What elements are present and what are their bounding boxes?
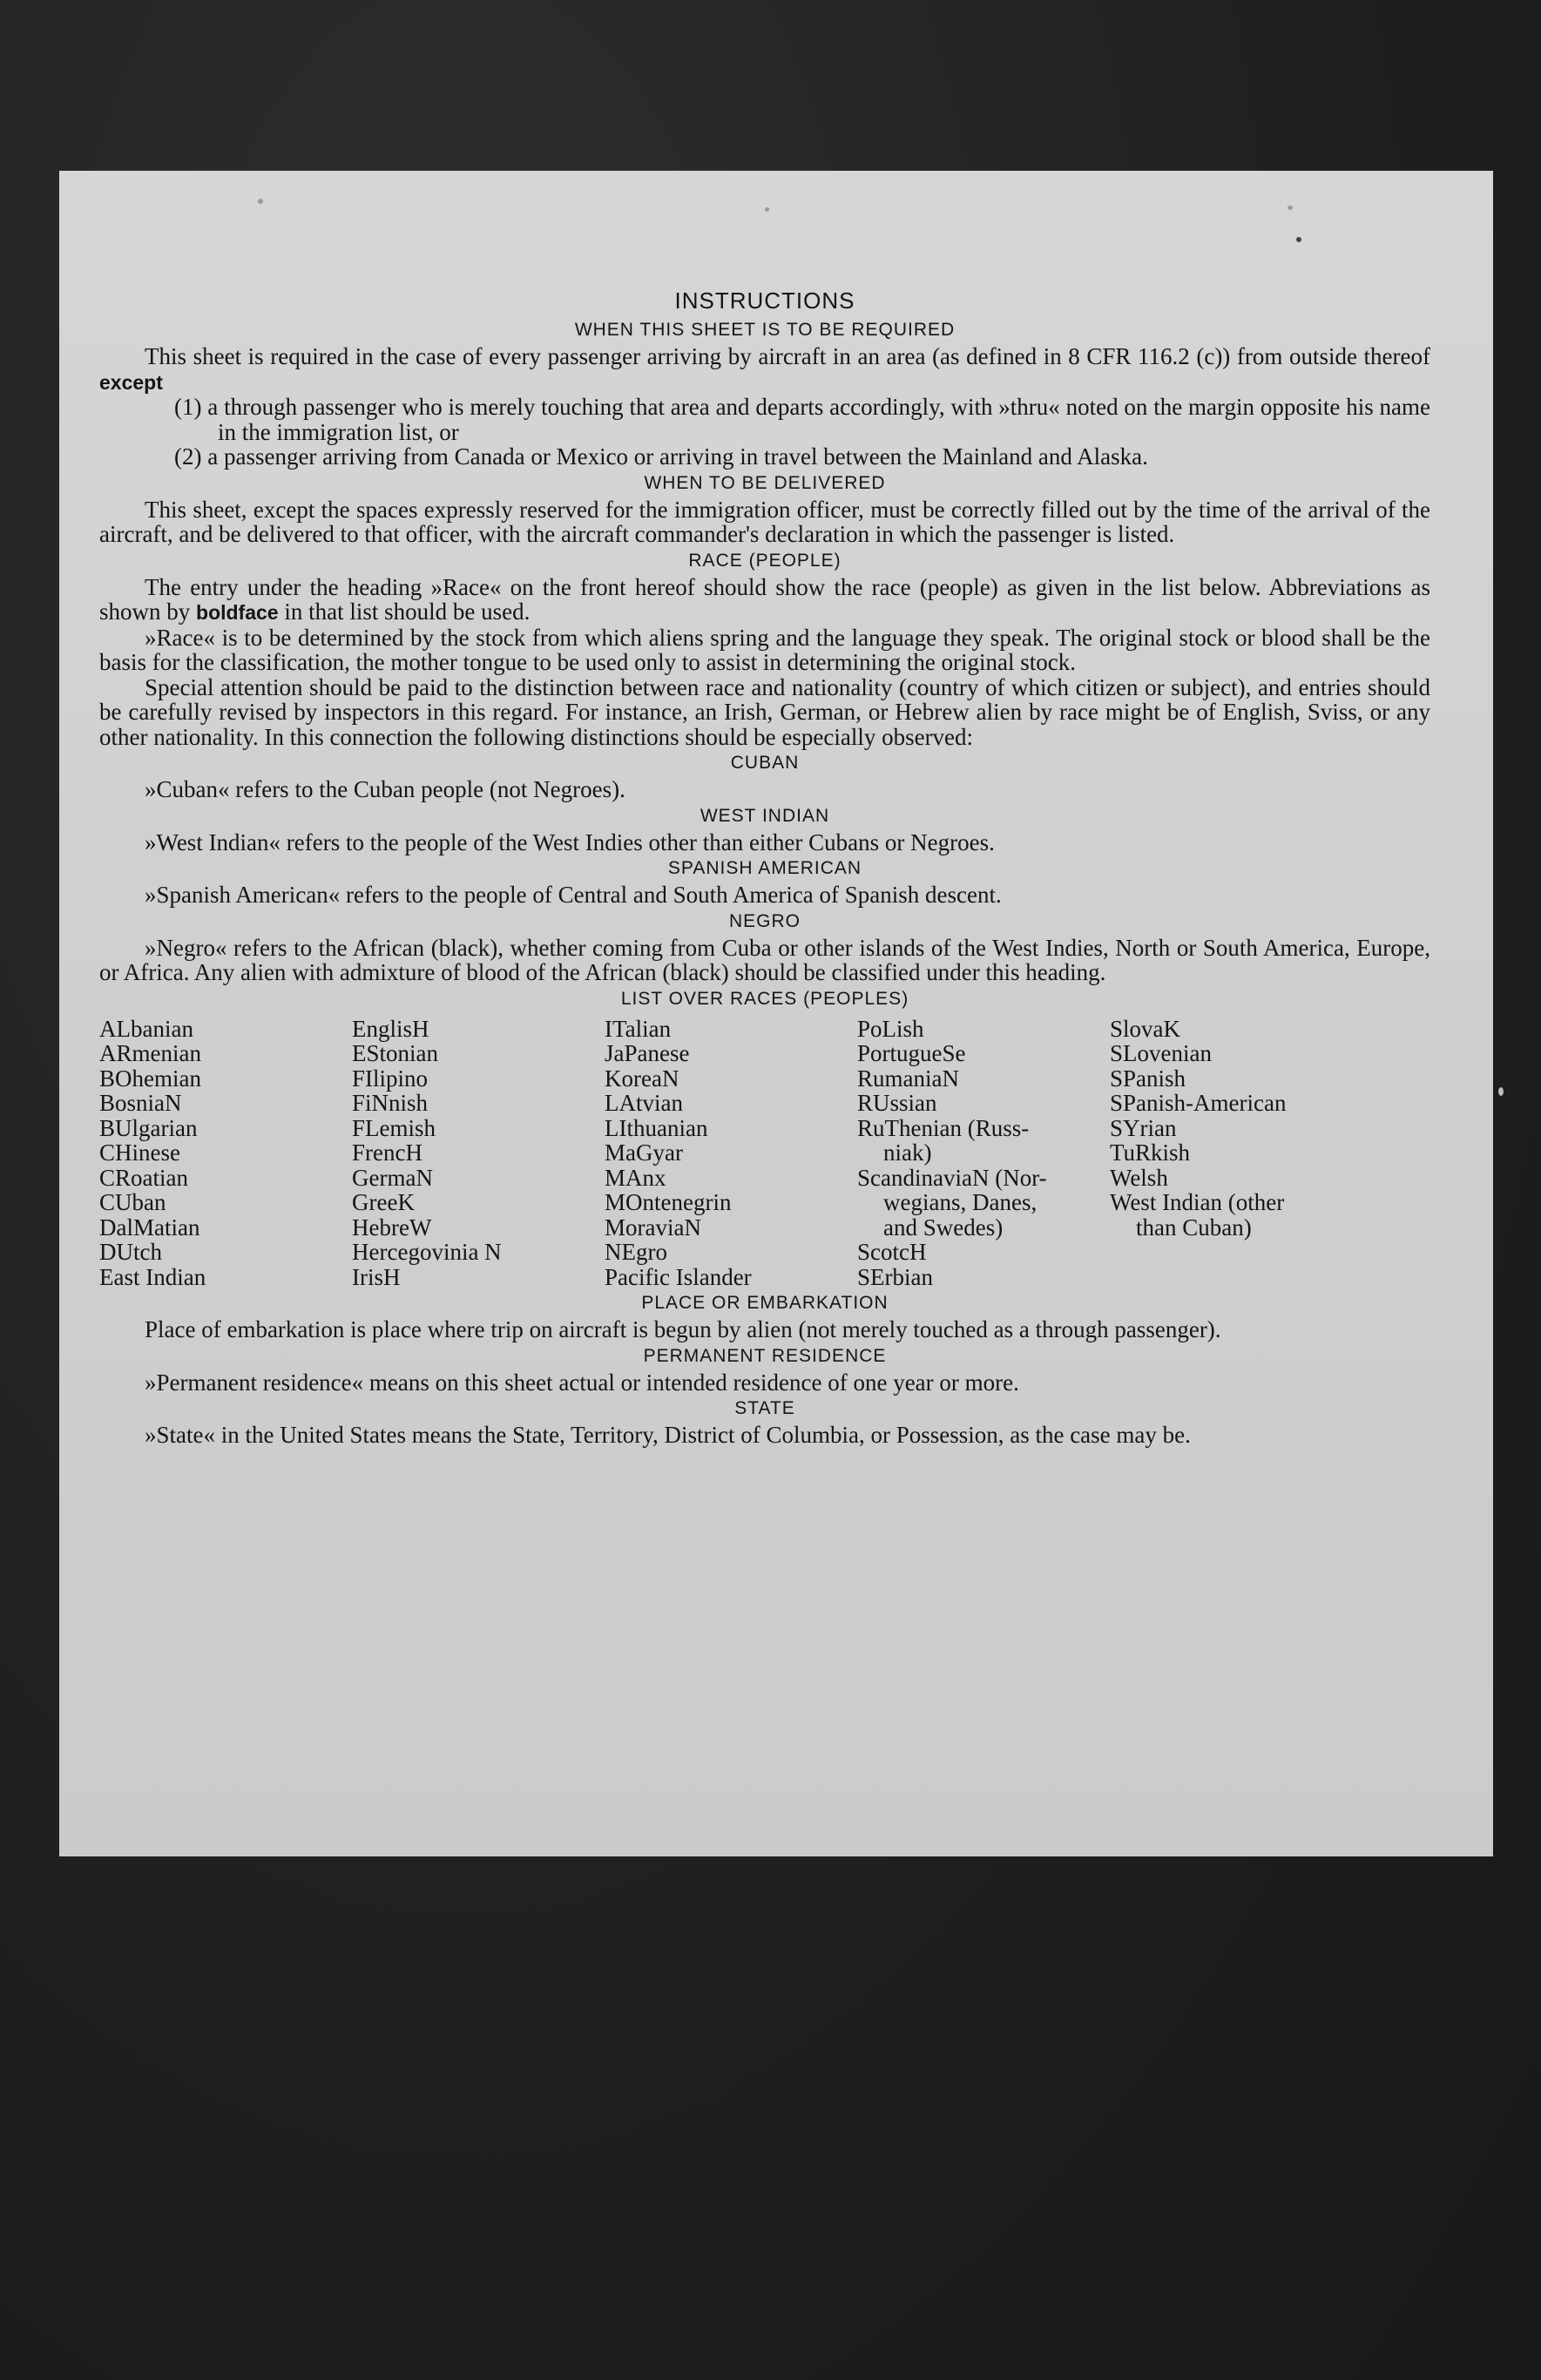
- race-entry: LAtvian: [605, 1090, 683, 1116]
- races-column: [99, 1017, 352, 1290]
- race-entry: ALbanian: [99, 1015, 193, 1042]
- race-entry: SYrian: [1110, 1114, 1177, 1141]
- state-text: »State« in the United States means the State, Territory, District of Columbia, or Possession, as the case may be.: [145, 1422, 1191, 1448]
- spanish-american-text: »Spanish American« refers to the people of Central and South America of Spanish descent.: [145, 882, 1002, 908]
- race-entry: HebreW: [352, 1214, 432, 1241]
- race-entry: CHinese: [99, 1139, 180, 1166]
- race-entry: RuThenian (Russ-: [857, 1114, 1030, 1141]
- race-entry: SlovaK: [1110, 1015, 1180, 1042]
- race-entry: GreeK: [352, 1189, 415, 1215]
- race-paragraph-3: Special attention should be paid to the distinction between race and nationality (country of which citizen or subject), and entries should be carefully revised by inspectors in this regard. For instance, an Irish, German, or Hebrew alien by race might be of English, Sviss, or any other nationality. In this connection the following distinctions should be especially observed:: [99, 673, 1430, 750]
- race-entry: BOhemian: [99, 1065, 201, 1092]
- heading-race: RACE (PEOPLE): [688, 550, 841, 571]
- race-entry: West Indian (other: [1110, 1189, 1285, 1215]
- heading-west-indian: WEST INDIAN: [700, 805, 830, 826]
- heading-spanish-american: SPANISH AMERICAN: [667, 858, 862, 878]
- race-entry: FiNnish: [352, 1090, 429, 1116]
- dust-mark: [1296, 237, 1301, 242]
- heading-cuban: CUBAN: [730, 753, 800, 773]
- race-p1-bold: boldface: [196, 601, 279, 624]
- race-entry: ARmenian: [99, 1040, 201, 1066]
- heading-residence: PERMANENT RESIDENCE: [643, 1345, 887, 1366]
- races-column: [857, 1017, 1110, 1290]
- race-p1-text-b: in that list should be used.: [278, 598, 531, 625]
- dust-mark: [258, 199, 263, 204]
- negro-text: »Negro« refers to the African (black), whether coming from Cuba or other islands of the West Indies, North or South America, Europe, or Africa. Any alien with admixture of blood of the African (black) should be classified under this heading.: [99, 934, 1430, 985]
- race-entry: East Indian: [99, 1263, 206, 1290]
- instruction-sheet: [59, 171, 1493, 1856]
- delivered-text: This sheet, except the spaces expressly reserved for the immigration officer, must be correctly filled out by the time of the arrival of the aircraft, and be delivered to that officer, with the aircraft commander's declaration in which the passenger is listed.: [99, 496, 1430, 547]
- race-entry: SPanish-American: [1110, 1090, 1287, 1116]
- heading-embarkation: PLACE OR EMBARKATION: [641, 1293, 889, 1313]
- race-entry: than Cuban): [1136, 1214, 1252, 1241]
- required-item-1: (1) a through passenger who is merely touching that area and departs accordingly, with »thru« noted on the margin opposite his name in the immigration list, or: [174, 394, 1430, 445]
- race-entry: LIthuanian: [605, 1114, 708, 1141]
- race-paragraph-2: »Race« is to be determined by the stock from which aliens spring and the language they speak. The original stock or blood shall be the basis for the classification, the mother tongue to be used only to assist in determining the original stock.: [99, 624, 1430, 675]
- races-column: [605, 1017, 857, 1290]
- required-intro-text: This sheet is required in the case of every passenger arriving by aircraft in an area (as defined in 8 CFR 116.2 (c)) from outside thereof: [145, 343, 1430, 369]
- race-entry: Hercegovinia N: [352, 1239, 502, 1265]
- race-entry: RUssian: [857, 1090, 937, 1116]
- race-entry: and Swedes): [883, 1214, 1004, 1241]
- race-entry: ScotcH: [857, 1239, 927, 1265]
- dust-mark: [1498, 1087, 1504, 1096]
- race-entry: IrisH: [352, 1263, 401, 1290]
- west-indian-text: »West Indian« refers to the people of the West Indies other than either Cubans or Negroes.: [145, 828, 995, 855]
- race-entry: CUban: [99, 1189, 166, 1215]
- page-title: INSTRUCTIONS: [674, 287, 855, 314]
- race-entry: GermaN: [352, 1164, 433, 1191]
- heading-races-list: LIST OVER RACES (PEOPLES): [620, 988, 909, 1009]
- race-entry: MOntenegrin: [605, 1189, 732, 1215]
- race-entry: FrencH: [352, 1139, 422, 1166]
- race-entry: FIlipino: [352, 1065, 429, 1092]
- embarkation-text: Place of embarkation is place where trip on aircraft is begun by alien (not merely touched as a through passenger).: [145, 1316, 1221, 1342]
- race-entry: EnglisH: [352, 1015, 429, 1042]
- race-entry: DUtch: [99, 1239, 162, 1265]
- race-entry: PoLish: [857, 1015, 924, 1042]
- race-entry: SLovenian: [1110, 1040, 1212, 1066]
- required-intro-bold: except: [99, 370, 163, 394]
- race-entry: Welsh: [1110, 1164, 1168, 1191]
- required-intro: [99, 344, 1430, 395]
- race-entry: BUlgarian: [99, 1114, 198, 1141]
- heading-delivered: WHEN TO BE DELIVERED: [644, 472, 886, 493]
- race-entry: SPanish: [1110, 1065, 1186, 1092]
- dust-mark: [1288, 206, 1293, 210]
- race-entry: PortugueSe: [857, 1040, 966, 1066]
- race-entry: DalMatian: [99, 1214, 200, 1241]
- race-entry: JaPanese: [605, 1040, 690, 1066]
- race-entry: MAnx: [605, 1164, 666, 1191]
- cuban-text: »Cuban« refers to the Cuban people (not Negroes).: [145, 776, 625, 802]
- race-entry: RumaniaN: [857, 1065, 959, 1092]
- race-entry: KoreaN: [605, 1065, 679, 1092]
- required-item-2: (2) a passenger arriving from Canada or Mexico or arriving in travel between the Mainland and Alaska.: [174, 443, 1148, 470]
- race-entry: SErbian: [857, 1263, 933, 1290]
- race-paragraph-1: [99, 575, 1430, 625]
- heading-state: STATE: [734, 1398, 795, 1418]
- heading-negro: NEGRO: [728, 910, 801, 931]
- race-entry: wegians, Danes,: [883, 1189, 1037, 1215]
- race-entry: FLemish: [352, 1114, 436, 1141]
- race-entry: MoraviaN: [605, 1214, 701, 1241]
- race-entry: MaGyar: [605, 1139, 683, 1166]
- race-entry: Pacific Islander: [605, 1263, 752, 1290]
- races-column: [1110, 1017, 1371, 1290]
- race-entry: BosniaN: [99, 1090, 182, 1116]
- race-entry: NEgro: [605, 1239, 667, 1265]
- dust-mark: [765, 207, 769, 212]
- residence-text: »Permanent residence« means on this sheet actual or intended residence of one year or more.: [145, 1369, 1019, 1396]
- race-p1-text-a: The entry under the heading »Race« on the front hereof should show the race (people) as given in the list below. Abbreviations as shown by: [99, 573, 1430, 625]
- race-entry: CRoatian: [99, 1164, 188, 1191]
- race-entry: TuRkish: [1110, 1139, 1191, 1166]
- race-entry: EStonian: [352, 1040, 438, 1066]
- races-list: [99, 1017, 1430, 1290]
- race-entry: ITalian: [605, 1015, 672, 1042]
- race-entry: niak): [883, 1139, 932, 1166]
- races-column: [352, 1017, 605, 1290]
- race-entry: ScandinaviaN (Nor-: [857, 1164, 1047, 1191]
- heading-required: WHEN THIS SHEET IS TO BE REQUIRED: [574, 320, 956, 340]
